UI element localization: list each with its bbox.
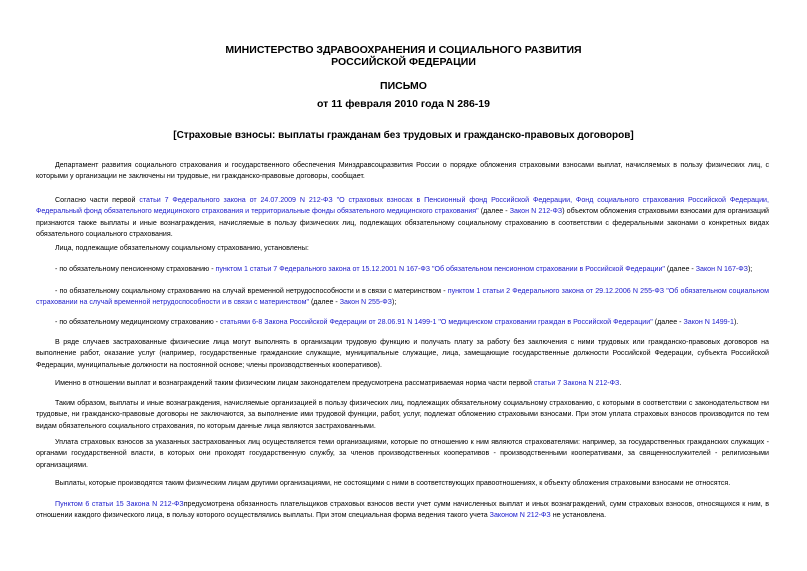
text-span: (далее - (308, 298, 340, 307)
text-span: (далее - (664, 265, 696, 273)
text-span: . (619, 379, 622, 387)
document-subject: [Страховые взносы: выплаты гражданам без трудовых и гражданско-правовых договоров] (173, 130, 634, 141)
ministry-name-line1: МИНИСТЕРСТВО ЗДРАВООХРАНЕНИЯ И СОЦИАЛЬНОГО РАЗВИТИЯ (225, 44, 582, 56)
link-law-167[interactable]: Закон N 167-ФЗ (695, 265, 748, 273)
link-law-1499[interactable]: Закон N 1499-1 (683, 318, 734, 326)
paragraph-cases: В ряде случаев застрахованные физические лица могут выполнять в организации трудовую функцию и получать плату за работу без заключения с ними трудовых или гражданско-правовых договоров на выполнение работ, оказание услуг (например, государственные гражданские служащие, муниципальные служащие, лица, замещающие государственные должности Российской Федерации, субъекта Российской Федерации, муниципальные должности на постоянной основе; члены производственных кооперативов). (36, 338, 769, 369)
document-date-number: от 11 февраля 2010 года N 286-19 (317, 98, 490, 110)
paragraph-other-organizations: Выплаты, которые производятся таким физическим лицам другими организациями, не состоящими с ними в соответствующих правоотношениях, к объекту обложения страховыми взносами не относятся. (55, 479, 731, 487)
text-span: Согласно части первой (55, 196, 140, 204)
text-span: ). (733, 318, 739, 326)
paragraph-intro: Департамент развития социального страхования и государственного обеспечения Минздравсоцразвития России о порядке обложения страховыми взносами выплат, начисляемых в пользу физических лиц, с которыми у организации не заключены ни трудовые, ни гражданско-правовые договоры, сообщает. (36, 161, 769, 181)
paragraph-article7 (36, 195, 769, 241)
paragraph-social-insurance (36, 286, 769, 309)
text-span: ) объектом обложения страховыми взносами для организаций признаются также выплаты и иные вознаграждения, начисляемые в пользу физических лиц, подлежащих обязательному социальному страхованию в соответствии с федеральными законами о конкретных видах обязательного социального страхования. (36, 207, 769, 239)
text-span: Именно в отношении выплат и вознаграждений таким физическим лицам законодателем предусмотрена рассматриваемая норма части первой (55, 379, 534, 387)
text-span: (далее - (478, 207, 510, 216)
paragraph-accounting (36, 499, 769, 522)
text-span: - по обязательному медицинскому страхованию - (55, 318, 220, 326)
paragraph-conclusion: Таким образом, выплаты и иные вознаграждения, начисляемые организацией в пользу физических лиц, подлежащих обязательному социальному страхованию, с которыми в соответствии с законодательством ни трудовые, ни гражданско-правовые договоры не заключаются, за выполнение ими трудовой функции, работ, услуг, подлежат обложению страховыми взносами. При этом уплата страховых взносов производится по тем видам обязательного социального страхования, по которым данные лица являются застрахованными. (36, 399, 769, 430)
link-law-255-article2[interactable]: пунктом 1 статьи 2 Федерального закона от 29.12.2006 N 255-ФЗ "Об обязательном социальном страховании на случай временной нетрудоспособности и в связи с материнством" (36, 287, 769, 307)
text-span: ); (747, 265, 753, 273)
link-law-167-article7[interactable]: пунктом 1 статьи 7 Федерального закона от 15.12.2001 N 167-ФЗ "Об обязательном пенсионном страховании в Российской Федерации" (215, 265, 665, 273)
text-span: (далее - (652, 318, 684, 326)
link-law-212[interactable]: Закон N 212-ФЗ (509, 207, 563, 216)
text-span: - по обязательному пенсионному страхованию - (55, 265, 216, 273)
paragraph-norm (36, 378, 769, 389)
link-law-212-article7[interactable]: статьи 7 Федерального закона от 24.07.2009 N 212-ФЗ "О страховых взносах в Пенсионный фонд Российской Федерации, Фонд социального страхования Российской Федерации, Федеральный фонд обязательного медицинского страхования и территориальные фонды обязательного медицинского страхования" (36, 196, 769, 216)
link-law-212-article15[interactable]: Пунктом 6 статьи 15 Закона N 212-ФЗ (55, 500, 184, 508)
text-span: ); (391, 298, 397, 307)
text-span: - по обязательному социальному страхованию на случай временной нетрудоспособности и в связи с материнством - (55, 287, 448, 295)
paragraph-medical-insurance (36, 317, 769, 328)
text-span: предусмотрена обязанность плательщиков страховых взносов вести учет сумм начисленных выплат и иных вознаграждений, сумм страховых взносов, относящихся к ним, в отношении каждого физического лица, в пользу которого осуществлялись выплаты. При этом специальная форма ведения такого учета (36, 500, 770, 520)
link-law-1499-articles[interactable]: статьями 6-8 Закона Российской Федерации от 28.06.91 N 1499-1 "О медицинском страховании граждан в Российской Федерации" (219, 318, 653, 326)
text-span: не установлена. (550, 511, 607, 520)
paragraph-payment: Уплата страховых взносов за указанных застрахованных лиц осуществляется теми организациями, которые по отношению к ним являются страхователями: например, за государственных гражданских служащих - органами государственной власти, в которых они проходят государственную службу, за членов производственных кооперативов - производственными кооперативами, за священнослужителей - религиозными организациями. (36, 438, 769, 469)
link-law-212-short[interactable]: Законом N 212-ФЗ (489, 511, 551, 520)
document-type: ПИСЬМО (380, 80, 427, 92)
paragraph-pension-insurance (36, 264, 769, 275)
paragraph-insured-persons: Лица, подлежащие обязательному социальному страхованию, установлены: (55, 244, 309, 252)
link-law-255[interactable]: Закон N 255-ФЗ (339, 298, 392, 307)
link-law-212-article7-short[interactable]: статьи 7 Закона N 212-ФЗ (533, 379, 620, 387)
ministry-name-line2: РОССИЙСКОЙ ФЕДЕРАЦИИ (331, 56, 476, 68)
